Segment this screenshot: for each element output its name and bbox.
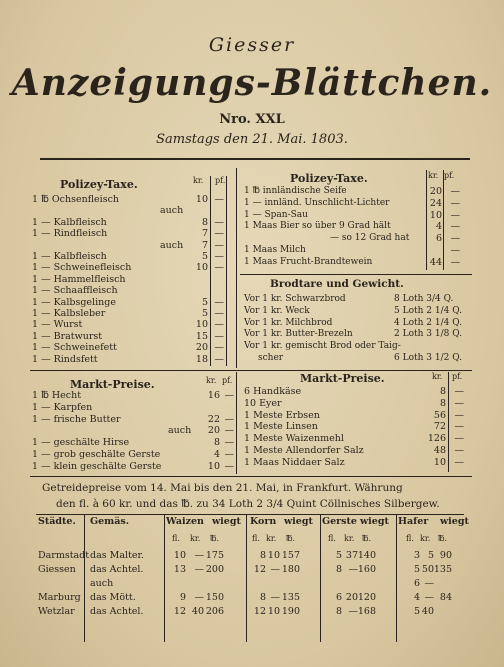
grain-column-rule: [164, 514, 165, 642]
grain-value: 140: [357, 550, 376, 561]
list-item-pf: —: [450, 209, 460, 221]
list-item-label: — so 12 Grad hat: [330, 233, 410, 244]
grain-subheader: fl.: [328, 534, 336, 543]
list-item-pf: —: [214, 296, 224, 308]
grain-value: 120: [357, 592, 376, 603]
grain-value: 157: [281, 550, 300, 561]
list-item-pf: —: [214, 216, 224, 228]
list-item-label: 1 Meste Linsen: [244, 421, 318, 433]
list-item-pf: —: [214, 239, 224, 251]
grain-value: 10: [173, 550, 186, 561]
masthead-line1: Giesser: [208, 34, 296, 56]
list-item-label: 1 — innländ. Unschlicht-Lichter: [244, 197, 390, 208]
list-item-pf: —: [214, 342, 224, 354]
list-item-pf: —: [214, 228, 224, 240]
grain-column-rule: [396, 514, 397, 642]
grain-value: —: [424, 592, 434, 603]
grain-value: 84: [439, 592, 452, 603]
col-kr-header: kr.: [193, 176, 204, 185]
list-item-label: auch: [160, 239, 184, 251]
grain-value: 37: [345, 550, 358, 561]
list-item-pf: —: [450, 245, 460, 256]
grain-value: 13: [173, 564, 186, 575]
section-rule: [240, 274, 472, 275]
market-left-title: Markt-Preise.: [70, 378, 155, 391]
grain-value: 135: [281, 592, 300, 603]
grain-value: 190: [281, 606, 300, 617]
list-item-kr: 126: [427, 433, 446, 445]
list-item-weight: 5 Loth 2 1/4 Q.: [394, 305, 462, 316]
list-item-pf: —: [214, 251, 224, 262]
list-item-kr: 7: [201, 239, 208, 251]
grain-measure: das Achtel.: [90, 564, 144, 575]
list-item-pf: —: [454, 397, 464, 409]
grain-column-rule: [246, 514, 247, 642]
col-divider: [443, 170, 444, 270]
list-item-kr: 48: [433, 445, 446, 456]
list-item-kr: 8: [201, 216, 208, 228]
col-pf-header: pf.: [215, 176, 226, 185]
grain-value: 50: [421, 564, 434, 575]
list-item-label: 1 — geschälte Hirse: [32, 437, 130, 449]
list-item-label: 1 Meste Waizenmehl: [244, 433, 344, 445]
grain-value: 8: [335, 564, 342, 575]
list-item-label: scher: [258, 353, 284, 363]
grain-column-rule: [84, 514, 85, 642]
list-item-kr: 5: [201, 308, 208, 319]
market-right-title: Markt-Preise.: [300, 372, 385, 385]
list-item-label: 1 Meste Erbsen: [244, 409, 320, 421]
list-item-kr: 4: [435, 221, 442, 233]
list-item-pf: —: [224, 460, 234, 472]
grain-header: Städte.: [38, 516, 76, 527]
list-item-label: 1 Maas Frucht-Brandtewein: [244, 256, 373, 267]
list-item-kr: 4: [213, 449, 220, 460]
grain-value: —: [270, 564, 280, 575]
list-item-kr: 5: [201, 296, 208, 308]
grain-value: 90: [439, 550, 452, 561]
list-item-kr: 24: [429, 197, 442, 209]
list-item-pf: —: [454, 433, 464, 445]
list-item-label: 1 ℔ innländische Seife: [244, 186, 347, 196]
list-item-label: 1 — Schaaffleisch: [32, 285, 118, 297]
grain-header: wiegt: [360, 516, 389, 527]
list-item-weight: 4 Loth 2 1/4 Q.: [394, 317, 462, 328]
list-item-kr: 5: [201, 251, 208, 262]
list-item-pf: —: [214, 319, 224, 331]
table-rule: [36, 514, 464, 515]
list-item-label: 10 Eyer: [244, 397, 282, 409]
list-item-label: 1 — Hammelfleisch: [32, 273, 126, 285]
bread-title: Brodtare und Gewicht.: [270, 278, 404, 290]
list-item-kr: 20: [207, 425, 220, 437]
list-item-kr: 8: [439, 397, 446, 409]
grain-header: wiegt: [284, 516, 313, 527]
polizey-goods-title: Polizey-Taxe.: [290, 172, 368, 185]
list-item-pf: —: [454, 386, 464, 397]
grain-value: 135: [433, 564, 452, 575]
list-item-pf: —: [224, 413, 234, 425]
list-item-pf: —: [450, 221, 460, 233]
grain-value: 206: [205, 606, 224, 617]
grain-value: 5: [413, 606, 420, 617]
list-item-label: 1 Maas Niddaer Salz: [244, 456, 345, 468]
grain-subheader: fl.: [406, 534, 414, 543]
grain-value: 150: [205, 592, 224, 603]
grain-value: 12: [173, 606, 186, 617]
grain-subheader: kr.: [344, 534, 355, 543]
col-pf-header: pf.: [444, 171, 455, 180]
grain-intro-1: Getreidepreise vom 14. Mai bis den 21. Mai, in Frankfurt. Währung: [42, 482, 403, 494]
grain-header: Hafer: [398, 516, 429, 527]
list-item-pf: —: [224, 390, 234, 401]
list-item-label: auch: [168, 425, 192, 437]
list-item-kr: 8: [213, 437, 220, 449]
list-item-label: 1 Maas Milch: [244, 245, 306, 255]
col-kr-header: kr.: [206, 376, 217, 385]
grain-column-rule: [320, 514, 321, 642]
list-item-label: 1 — Span-Sau: [244, 209, 308, 220]
list-item-pf: —: [224, 425, 234, 437]
grain-value: —: [424, 578, 434, 589]
grain-intro-2: den fl. à 60 kr. und das ℔. zu 34 Loth 2 3/4 Quint Cöllnisches Silbergew.: [56, 498, 440, 510]
section-rule: [30, 370, 472, 371]
list-item-kr: 72: [433, 421, 446, 433]
grain-header: Gerste: [322, 516, 357, 527]
grain-value: 10: [267, 606, 280, 617]
list-item-kr: 10: [195, 262, 208, 274]
list-item-label: 1 — Kalbfleisch: [32, 251, 107, 262]
list-item-kr: 22: [207, 413, 220, 425]
list-item-pf: —: [450, 186, 460, 197]
list-item-pf: —: [214, 353, 224, 365]
grain-subheader: kr.: [190, 534, 201, 543]
list-item-pf: —: [450, 233, 460, 245]
grain-value: 6: [413, 578, 420, 589]
list-item-pf: —: [450, 256, 460, 268]
list-item-kr: 10: [195, 194, 208, 205]
list-item-pf: —: [454, 456, 464, 468]
grain-value: 3: [413, 550, 420, 561]
list-item-pf: —: [214, 262, 224, 274]
grain-header: wiegt: [212, 516, 241, 527]
grain-city: Wetzlar: [38, 606, 75, 617]
col-pf-header: pf.: [222, 376, 233, 385]
list-item-kr: 10: [429, 209, 442, 221]
grain-measure: das Mött.: [90, 592, 136, 603]
list-item-label: Vor 1 kr. Schwarzbrod: [244, 294, 346, 304]
list-item-kr: 20: [195, 342, 208, 354]
list-item-label: Vor 1 kr. Butter-Brezeln: [244, 329, 353, 340]
grain-city: Darmstadt: [38, 550, 90, 561]
grain-value: 5: [427, 550, 434, 561]
list-item-pf: —: [214, 330, 224, 342]
col-divider: [226, 176, 227, 366]
grain-subheader: fl.: [252, 534, 260, 543]
list-item-pf: —: [450, 197, 460, 209]
list-item-weight: 8 Loth 3/4 Q.: [394, 294, 454, 304]
list-item-label: Vor 1 kr. Milchbrod: [244, 317, 333, 328]
list-item-kr: 20: [429, 186, 442, 197]
grain-subheader: fl.: [172, 534, 180, 543]
list-item-kr: 10: [195, 319, 208, 331]
list-item-label: 1 Maas Bier so über 9 Grad hält: [244, 221, 391, 232]
grain-value: 180: [281, 564, 300, 575]
grain-value: —: [348, 606, 358, 617]
col-kr-header: kr.: [428, 171, 439, 180]
grain-subheader: ℔.: [362, 534, 372, 543]
list-item-label: Vor 1 kr. Weck: [244, 305, 310, 316]
list-item-kr: 8: [439, 386, 446, 397]
list-item-kr: 44: [429, 256, 442, 268]
list-item-label: 1 — Bratwurst: [32, 330, 103, 342]
grain-value: 8: [259, 592, 266, 603]
grain-subheader: kr.: [420, 534, 431, 543]
list-item-label: 1 — klein geschälte Gerste: [32, 460, 162, 472]
list-item-pf: —: [454, 409, 464, 421]
grain-header: Waizen: [166, 516, 204, 527]
list-item-pf: —: [214, 308, 224, 319]
grain-value: 20: [345, 592, 358, 603]
list-item-label: 1 — frische Butter: [32, 413, 121, 425]
list-item-kr: 15: [195, 330, 208, 342]
grain-value: —: [348, 564, 358, 575]
list-item-pf: —: [224, 437, 234, 449]
masthead-rule: [40, 158, 470, 160]
grain-value: 175: [205, 550, 224, 561]
list-item-label: 1 — Rindsfett: [32, 353, 98, 365]
grain-value: 6: [335, 592, 342, 603]
column-divider: [236, 372, 237, 474]
grain-value: 12: [253, 564, 266, 575]
grain-subheader: ℔.: [286, 534, 296, 543]
grain-value: 12: [253, 606, 266, 617]
issue-number: Nro. XXL: [219, 112, 285, 127]
list-item-kr: 56: [433, 409, 446, 421]
grain-value: 5: [413, 564, 420, 575]
list-item-label: 1 Meste Allendorfer Salz: [244, 445, 364, 456]
col-divider: [448, 372, 449, 472]
grain-subheader: ℔.: [210, 534, 220, 543]
list-item-kr: 7: [201, 228, 208, 240]
grain-value: 40: [421, 606, 434, 617]
list-item-kr: 6: [435, 233, 442, 245]
grain-value: —: [270, 592, 280, 603]
col-pf-header: pf.: [452, 372, 463, 381]
grain-value: 160: [357, 564, 376, 575]
list-item-label: 1 — Schweinefett: [32, 342, 117, 354]
grain-value: 8: [259, 550, 266, 561]
grain-header: wiegt: [440, 516, 469, 527]
polizey-meat-title: Polizey-Taxe.: [60, 178, 138, 191]
section-rule: [30, 476, 472, 477]
list-item-label: 1 — Rindfleisch: [32, 228, 108, 240]
list-item-pf: —: [214, 194, 224, 205]
column-divider: [236, 168, 237, 368]
grain-subheader: ℔.: [438, 534, 448, 543]
list-item-pf: —: [454, 421, 464, 433]
grain-value: 5: [335, 550, 342, 561]
list-item-kr: 10: [207, 460, 220, 472]
grain-measure: das Malter.: [90, 550, 145, 561]
list-item-label: 1 ℔ Ochsenfleisch: [32, 194, 120, 205]
list-item-kr: 16: [207, 390, 220, 401]
list-item-label: 1 — Karpfen: [32, 401, 93, 413]
list-item-label: 1 — grob geschälte Gerste: [32, 449, 161, 460]
grain-value: —: [194, 564, 204, 575]
grain-value: 168: [357, 606, 376, 617]
list-item-label: 1 — Kalbsleber: [32, 308, 106, 319]
grain-value: —: [194, 592, 204, 603]
grain-value: 40: [191, 606, 204, 617]
issue-date: Samstags den 21. Mai. 1803.: [156, 132, 348, 147]
grain-value: 4: [413, 592, 420, 603]
grain-value: 200: [205, 564, 224, 575]
list-item-pf: —: [224, 449, 234, 460]
list-item-pf: —: [454, 445, 464, 456]
list-item-kr: 18: [195, 353, 208, 365]
grain-value: 8: [335, 606, 342, 617]
grain-measure: das Achtel.: [90, 606, 144, 617]
masthead-title: Anzeigungs-Blättchen.: [11, 62, 493, 104]
list-item-label: 1 — Kalbsgelinge: [32, 296, 116, 308]
grain-measure: auch: [90, 578, 114, 589]
list-item-weight: 6 Loth 3 1/2 Q.: [394, 353, 462, 363]
list-item-label: 1 ℔ Hecht: [32, 390, 82, 401]
list-item-label: 1 — Wurst: [32, 319, 83, 331]
grain-value: —: [194, 550, 204, 561]
col-divider: [210, 176, 211, 366]
list-item-weight: 2 Loth 3 1/8 Q.: [394, 329, 462, 340]
list-item-kr: 10: [433, 456, 446, 468]
grain-header: Gemäs.: [90, 516, 130, 527]
col-kr-header: kr.: [432, 372, 443, 381]
grain-header: Korn: [250, 516, 277, 527]
grain-city: Giessen: [38, 564, 76, 575]
grain-subheader: kr.: [266, 534, 277, 543]
list-item-label: auch: [160, 205, 184, 217]
list-item-label: 6 Handkäse: [244, 386, 302, 397]
grain-value: 9: [179, 592, 186, 603]
grain-city: Marburg: [38, 592, 81, 603]
list-item-label: 1 — Schweinefleisch: [32, 262, 132, 274]
list-item-label: Vor 1 kr. gemischt Brod oder Taig-: [244, 341, 401, 352]
list-item-label: 1 — Kalbfleisch: [32, 216, 107, 228]
grain-value: 10: [267, 550, 280, 561]
